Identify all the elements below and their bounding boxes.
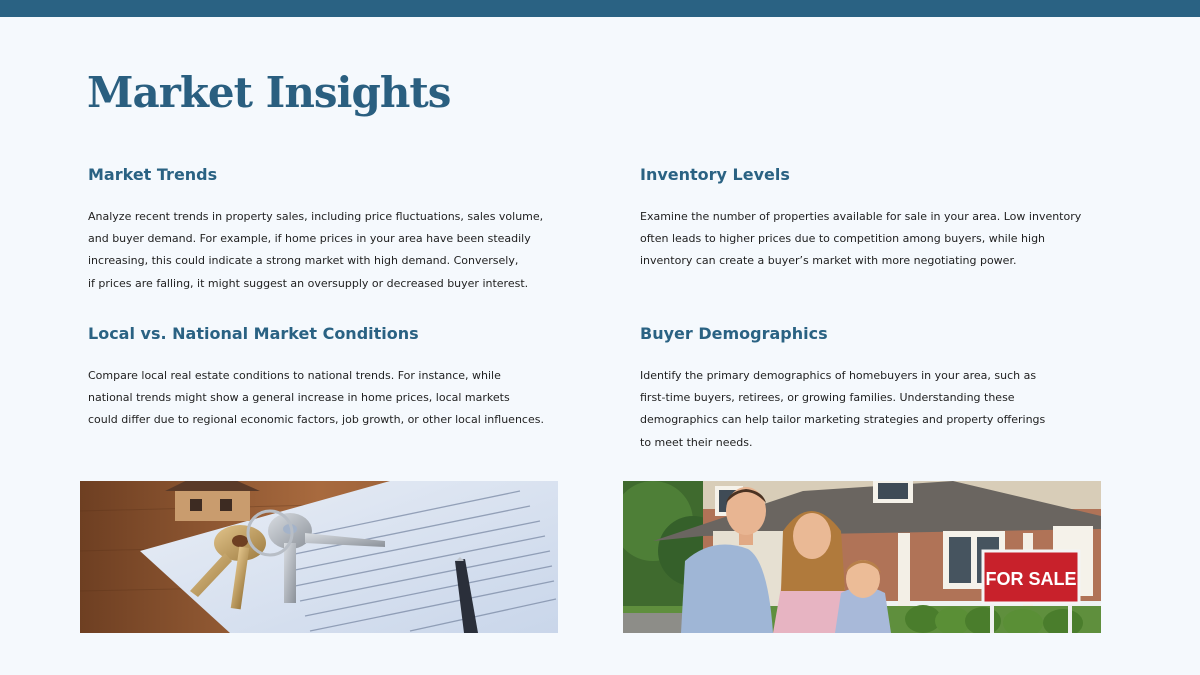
page-title: Market Insights xyxy=(87,68,451,117)
body-line: could differ due to regional economic factors, job growth, or other local influences. xyxy=(88,413,544,427)
section-heading: Inventory Levels xyxy=(640,165,790,184)
section-buyer-demographics xyxy=(640,324,1045,454)
body-line: national trends might show a general increase in home prices, local markets xyxy=(88,391,510,405)
section-body xyxy=(88,206,543,295)
section-heading: Market Trends xyxy=(88,165,218,184)
body-line: to meet their needs. xyxy=(640,435,753,449)
section-market-trends xyxy=(88,165,543,295)
body-line: Compare local real estate conditions to national trends. For instance, while xyxy=(88,369,501,382)
body-line: Analyze recent trends in property sales, including price fluctuations, sales volume, xyxy=(88,210,544,223)
body-line: often leads to higher prices due to competition among buyers, while high xyxy=(640,232,1046,246)
section-body xyxy=(640,365,1045,454)
section-inventory-levels xyxy=(640,165,1081,273)
section-body xyxy=(88,365,544,432)
body-line: Examine the number of properties available for sale in your area. Low inventory xyxy=(640,210,1082,223)
section-heading: Local vs. National Market Conditions xyxy=(88,324,419,343)
top-accent-bar xyxy=(0,0,1200,17)
section-heading: Buyer Demographics xyxy=(640,324,828,343)
section-local-vs-national xyxy=(88,324,544,432)
family-in-front-of-house-photo xyxy=(623,481,1101,633)
for-sale-sign-text: FOR SALE xyxy=(985,569,1077,589)
body-line: Identify the primary demographics of homebuyers in your area, such as xyxy=(640,369,1037,382)
body-line: demographics can help tailor marketing strategies and property offerings xyxy=(640,413,1046,427)
body-line: if prices are falling, it might suggest an oversupply or decreased buyer interest. xyxy=(88,276,529,290)
body-line: first-time buyers, retirees, or growing families. Understanding these xyxy=(640,391,1015,405)
section-body xyxy=(640,206,1081,273)
body-line: inventory can create a buyer’s market with more negotiating power. xyxy=(640,254,1017,268)
body-line: increasing, this could indicate a strong market with high demand. Conversely, xyxy=(88,254,519,268)
body-line: and buyer demand. For example, if home prices in your area have been steadily xyxy=(88,232,531,246)
house-keys-on-contract-photo xyxy=(80,481,558,633)
